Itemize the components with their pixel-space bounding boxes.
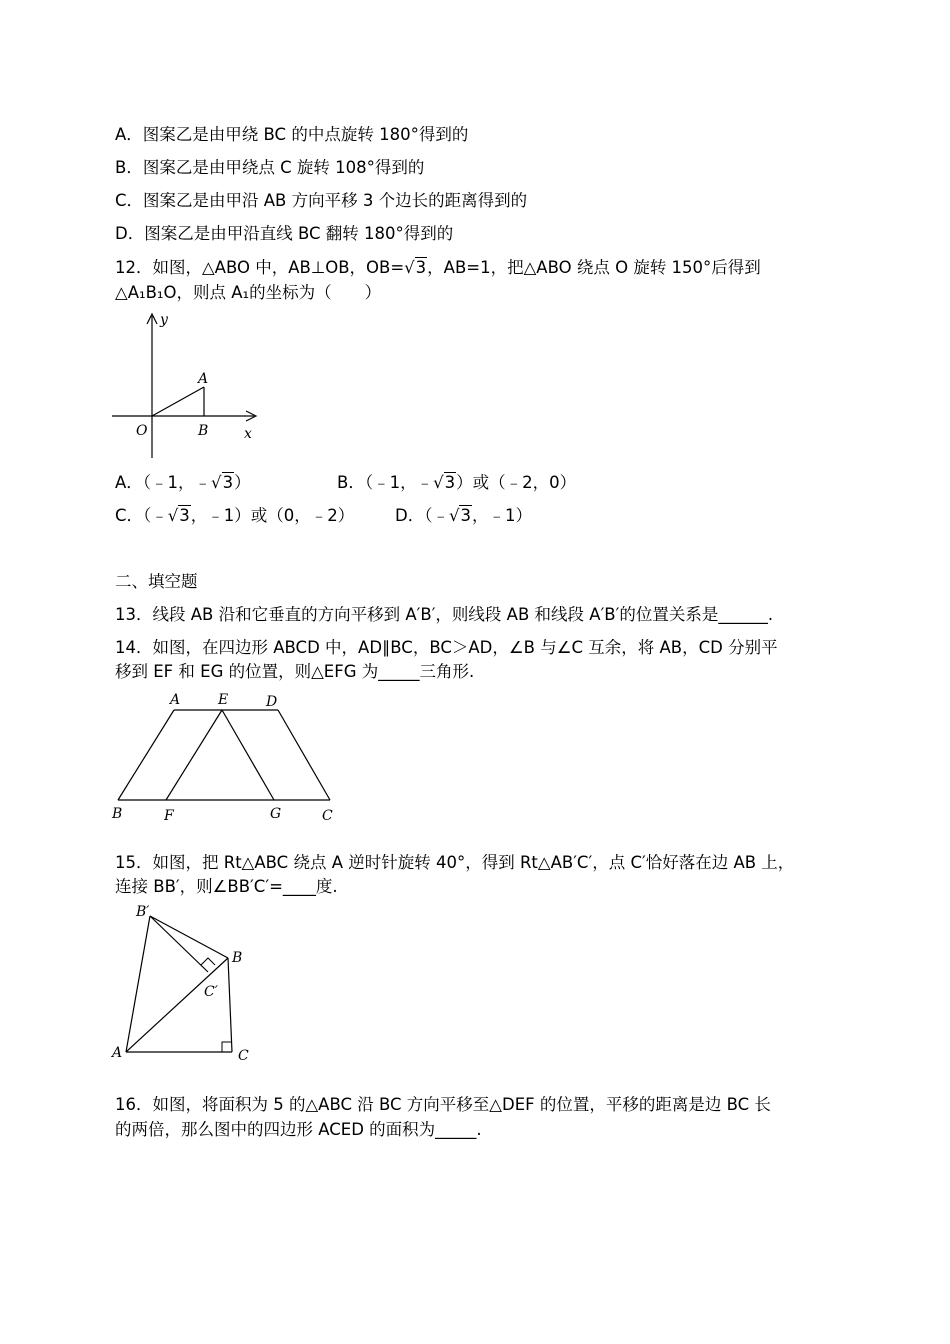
q12-stem-part-a: 12．如图，△ABO 中，AB⊥OB，OB= <box>115 258 405 277</box>
segment-bc <box>228 958 232 1052</box>
q16-line2: 的两倍，那么图中的四边形 ACED 的面积为_____. <box>115 1120 482 1139</box>
q12-option-d: D．（﹣√3，﹣1） <box>395 506 532 525</box>
segment-b-prime-c-prime <box>150 916 208 972</box>
q11-option-d: D．图案乙是由甲沿直线 BC 翻转 180°得到的 <box>115 224 454 243</box>
q14-line2: 移到 EF 和 EG 的位置，则△EFG 为_____三角形. <box>115 662 475 681</box>
label-a: A <box>112 1045 123 1061</box>
right-angle-mark-c-prime <box>201 958 215 965</box>
q12-stem-part-b: ，AB=1，把△ABO 绕点 O 旋转 150°后得到 <box>427 258 761 277</box>
right-angle-mark-c <box>222 1042 232 1052</box>
label-y: y <box>160 312 168 328</box>
label-e: E <box>218 692 229 708</box>
segment-ef <box>166 710 222 800</box>
q15-rotation-figure <box>108 902 268 1072</box>
label-a: A <box>198 371 209 387</box>
q15-line1: 15．如图，把 Rt△ABC 绕点 A 逆时针旋转 40°，得到 Rt△AB′C′，点 C′恰好落在边 AB 上， <box>115 853 795 872</box>
label-o: O <box>136 423 148 439</box>
q12-options-row1 <box>115 472 835 496</box>
label-f: F <box>164 808 174 824</box>
segment-ab <box>126 958 228 1052</box>
q12-option-a: A．（﹣1，﹣√3） <box>115 473 251 492</box>
q14-trapezoid-figure <box>108 684 348 826</box>
label-b-prime: B′ <box>136 904 150 920</box>
q14-line1: 14．如图，在四边形 ABCD 中，AD∥BC，BC＞AD，∠B 与∠C 互余，将 AB，CD 分别平 <box>115 638 778 657</box>
segment-ab <box>118 710 174 800</box>
q12-options-row2 <box>115 505 835 529</box>
q12-coordinate-figure <box>108 310 268 462</box>
segment-bb-prime <box>150 916 228 958</box>
label-c: C <box>238 1048 249 1064</box>
label-c: C <box>322 808 333 824</box>
q12-stem-line2: △A₁B₁O，则点 A₁的坐标为（ ） <box>115 283 382 302</box>
q11-option-c: C．图案乙是由甲沿 AB 方向平移 3 个边长的距离得到的 <box>115 191 528 210</box>
q12-option-b: B．（﹣1，﹣√3）或（﹣2，0） <box>337 473 577 492</box>
q12-stem-line1 <box>115 257 761 279</box>
segment-oa <box>152 387 204 416</box>
segment-eg <box>222 710 274 800</box>
q15-line2: 连接 BB′，则∠BB′C′=____度. <box>115 877 338 896</box>
q11-option-b: B．图案乙是由甲绕点 C 旋转 108°得到的 <box>115 158 425 177</box>
label-a: A <box>170 692 181 708</box>
label-x: x <box>244 426 252 442</box>
q11-option-a: A．图案乙是由甲绕 BC 的中点旋转 180°得到的 <box>115 125 469 144</box>
label-b: B <box>112 806 123 822</box>
q13-text: 13．线段 AB 沿和它垂直的方向平移到 A′B′，则线段 AB 和线段 A′B′的位置关系是______. <box>115 605 774 624</box>
section-title-fill-in: 二、填空题 <box>115 572 198 591</box>
sqrt-symbol: √ <box>404 258 415 277</box>
segment-ab-prime <box>126 916 150 1052</box>
label-c-prime: C′ <box>204 984 218 1000</box>
q12-radicand: 3 <box>415 258 427 277</box>
label-b: B <box>198 423 209 439</box>
label-b: B <box>232 950 243 966</box>
q16-line1: 16．如图，将面积为 5 的△ABC 沿 BC 方向平移至△DEF 的位置，平移的距离是边 BC 长 <box>115 1095 771 1114</box>
label-d: D <box>266 694 278 710</box>
q12-option-c: C．（﹣√3，﹣1）或（0，﹣2） <box>115 506 355 525</box>
segment-dc <box>278 710 330 800</box>
label-g: G <box>270 806 282 822</box>
